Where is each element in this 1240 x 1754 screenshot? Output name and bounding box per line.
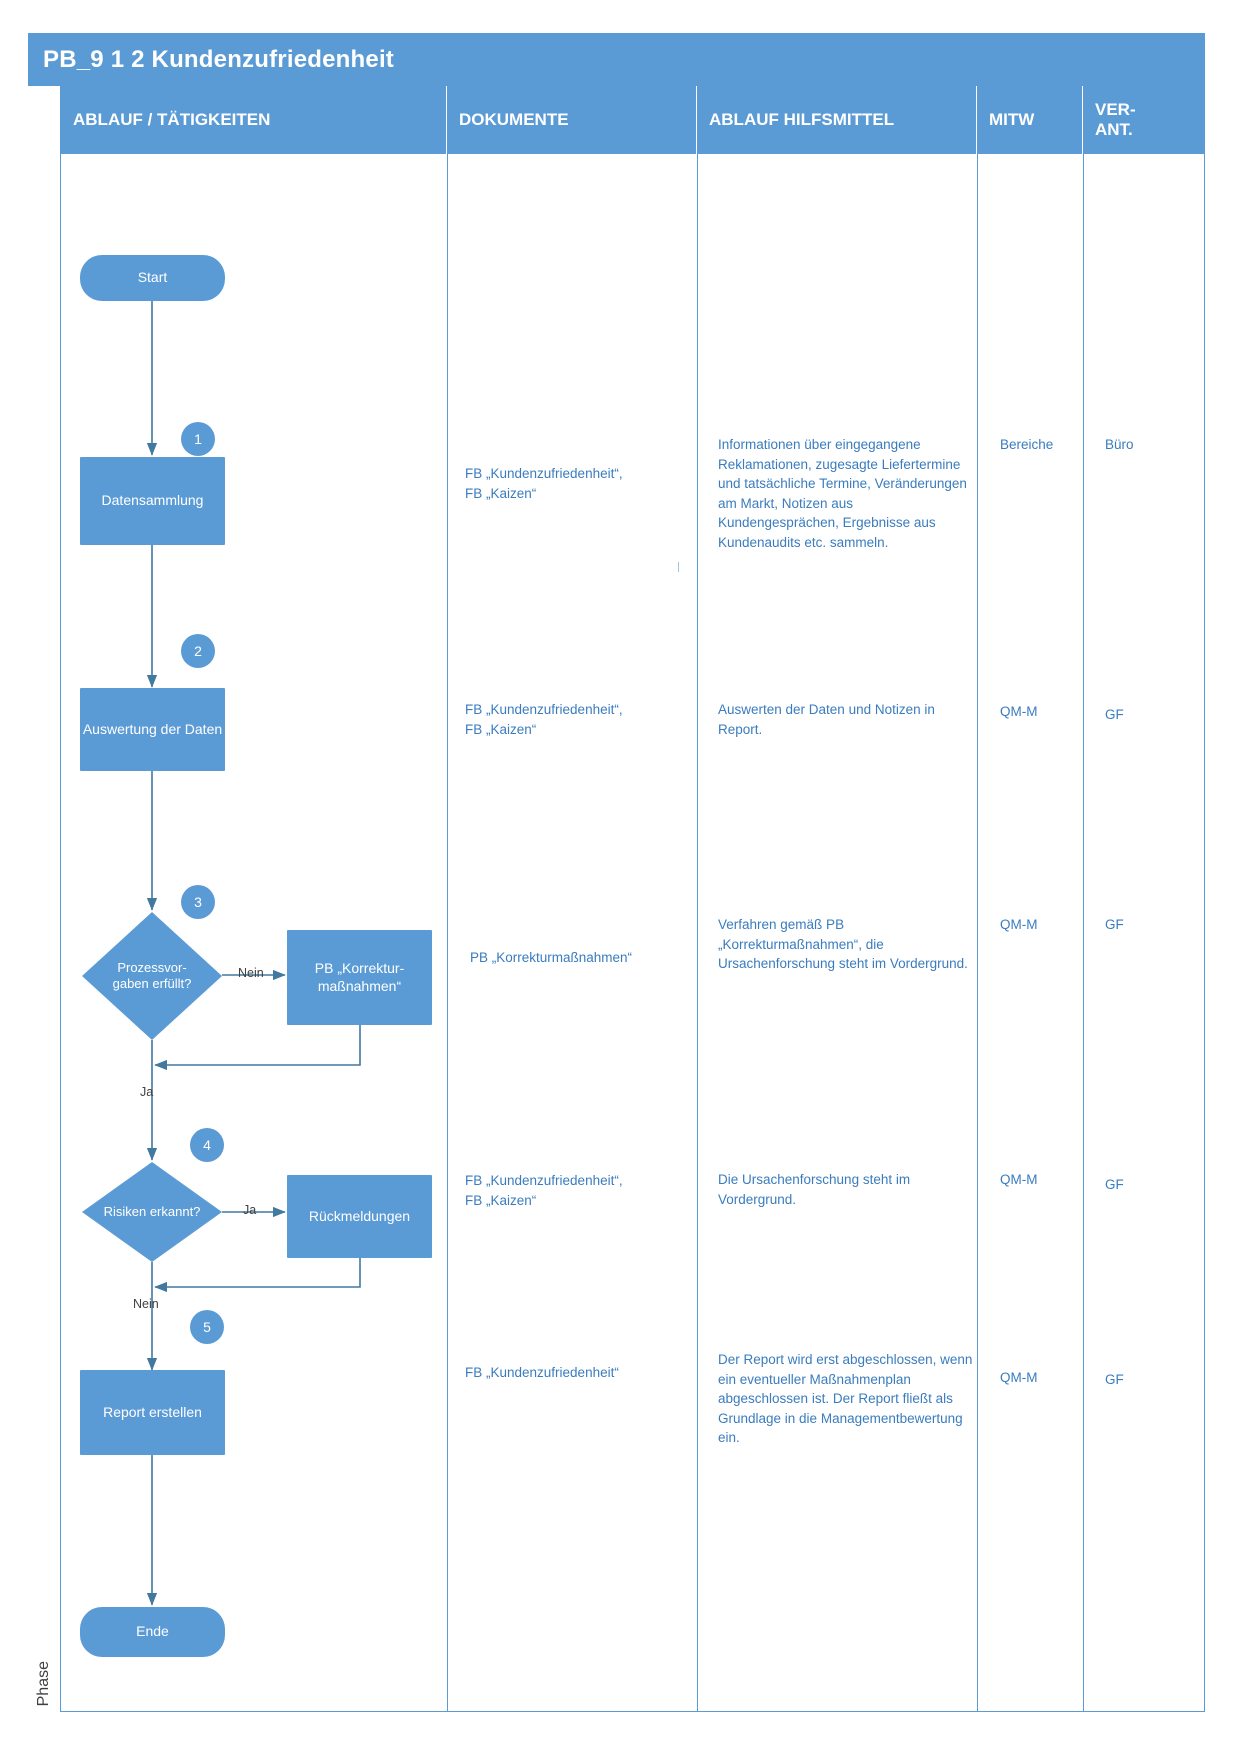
mitw-step-5: QM-M: [1000, 1370, 1038, 1385]
edge-label-3-ja: Ja: [140, 1085, 154, 1099]
title-bar: [28, 33, 1205, 86]
documents-step-2-line2: FB „Kaizen“: [465, 721, 537, 737]
mitw-step-3: QM-M: [1000, 917, 1038, 932]
node-prozessvorgaben-line1: Prozessvor-: [117, 960, 187, 976]
step-marker-3-label: 3: [194, 894, 202, 910]
documents-step-4-line1: FB „Kundenzufriedenheit“,: [465, 1173, 623, 1188]
step-marker-4: [190, 1128, 224, 1162]
step-marker-1: [181, 422, 215, 456]
node-report-erstellen[interactable]: [80, 1370, 225, 1455]
step-marker-5: [190, 1310, 224, 1344]
column-header-mitw-label: MITW: [989, 110, 1035, 130]
node-pb-korrektur-line1: PB „Korrektur-: [314, 960, 405, 976]
node-report-erstellen-label: Report erstellen: [103, 1403, 202, 1420]
phase-band: [28, 86, 61, 1712]
column-header-hilfsmittel: [697, 86, 977, 154]
verant-step-1: Büro: [1105, 437, 1134, 452]
column-header-row: [61, 86, 1205, 154]
step-marker-1-label: 1: [194, 431, 202, 447]
column-header-ablauf-label: ABLAUF / TÄTIGKEITEN: [73, 110, 271, 130]
column-header-verant-line2: ANT.: [1095, 120, 1133, 139]
node-risiken-erkannt[interactable]: [82, 1162, 222, 1262]
node-ende[interactable]: [80, 1607, 225, 1657]
help-step-4: Die Ursachenforschung steht im Vordergrund.: [718, 1172, 911, 1207]
documents-step-1-line1: FB „Kundenzufriedenheit“,: [465, 466, 623, 481]
node-prozessvorgaben-line2: gaben erfüllt?: [112, 976, 192, 991]
step-marker-5-label: 5: [203, 1319, 211, 1335]
verant-step-3: GF: [1105, 917, 1124, 932]
node-prozessvorgaben-erfuellt[interactable]: [82, 912, 222, 1040]
documents-step-4-line2: FB „Kaizen“: [465, 1192, 537, 1208]
help-step-1: Informationen über eingegangene Reklamationen, zugesagte Liefertermine und tatsächliche Termine, Veränderungen am Markt, Notizen aus Kundengesprächen, Ergebnisse aus Kundenaudits etc. sammeln.: [718, 437, 967, 550]
step-marker-2-label: 2: [194, 643, 202, 659]
documents-step-2: [465, 700, 680, 739]
column-header-hilfsmittel-label: ABLAUF HILFSMITTEL: [709, 110, 895, 130]
documents-step-1-line2: FB „Kaizen“: [465, 485, 537, 501]
column-separator-1: [447, 154, 448, 1712]
mitw-step-4: QM-M: [1000, 1172, 1038, 1187]
step-marker-2: [181, 634, 215, 668]
node-start-label: Start: [137, 269, 168, 286]
verant-step-5: GF: [1105, 1372, 1124, 1387]
documents-step-5: FB „Kundenzufriedenheit“: [465, 1365, 619, 1380]
page-title: PB_9 1 2 Kundenzufriedenheit: [43, 45, 394, 73]
documents-step-3: PB „Korrekturmaßnahmen“: [470, 950, 633, 965]
help-step-3: Verfahren gemäß PB „Korrekturmaßnahmen“, die Ursachenforschung steht im Vordergrund.: [718, 917, 968, 972]
mitw-step-2: QM-M: [1000, 704, 1038, 719]
column-header-verant: [1083, 86, 1205, 154]
column-header-ablauf: [61, 86, 447, 154]
node-risiken-erkannt-label: Risiken erkannt?: [103, 1204, 201, 1220]
documents-step-2-line1: FB „Kundenzufriedenheit“,: [465, 702, 623, 717]
divider-tick: [678, 562, 679, 572]
phase-label: Phase: [35, 1660, 52, 1706]
documents-step-1: [465, 464, 680, 503]
edge-label-4-ja: Ja: [243, 1203, 257, 1217]
node-auswertung-der-daten[interactable]: [80, 688, 225, 771]
node-rueckmeldungen[interactable]: [287, 1175, 432, 1258]
column-separator-3: [977, 154, 978, 1712]
column-separator-4: [1083, 154, 1084, 1712]
column-header-verant-line1: VER-: [1095, 100, 1136, 120]
node-datensammlung-label: Datensammlung: [101, 492, 204, 509]
node-pb-korrekturmassnahmen[interactable]: [287, 930, 432, 1025]
verant-step-2: GF: [1105, 707, 1124, 722]
diamond-shape-3: [82, 912, 222, 1040]
column-header-dokumente: [447, 86, 697, 154]
node-pb-korrektur-line2: maßnahmen“: [317, 977, 402, 994]
node-rueckmeldungen-label: Rückmeldungen: [308, 1207, 411, 1224]
documents-step-4: [465, 1171, 685, 1210]
node-ende-label: Ende: [136, 1623, 169, 1640]
step-marker-4-label: 4: [203, 1137, 211, 1153]
column-header-dokumente-label: DOKUMENTE: [459, 110, 569, 130]
node-start[interactable]: [80, 255, 225, 301]
column-header-mitw: [977, 86, 1083, 154]
node-auswertung-der-daten-label: Auswertung der Daten: [82, 720, 223, 737]
verant-step-4: GF: [1105, 1177, 1124, 1192]
node-datensammlung[interactable]: [80, 457, 225, 545]
edge-label-4-nein: Nein: [133, 1297, 159, 1311]
help-step-5: Der Report wird erst abgeschlossen, wenn ein eventueller Maßnahmenplan abgeschlossen ist. Der Report fließt als Grundlage in die Managementbewertung ein.: [718, 1352, 973, 1446]
diamond-shape-4: [82, 1162, 222, 1262]
help-step-2: Auswerten der Daten und Notizen in Report.: [718, 702, 935, 737]
mitw-step-1: Bereiche: [1000, 437, 1054, 452]
column-separator-2: [697, 154, 698, 1712]
edge-label-3-nein: Nein: [238, 966, 264, 980]
